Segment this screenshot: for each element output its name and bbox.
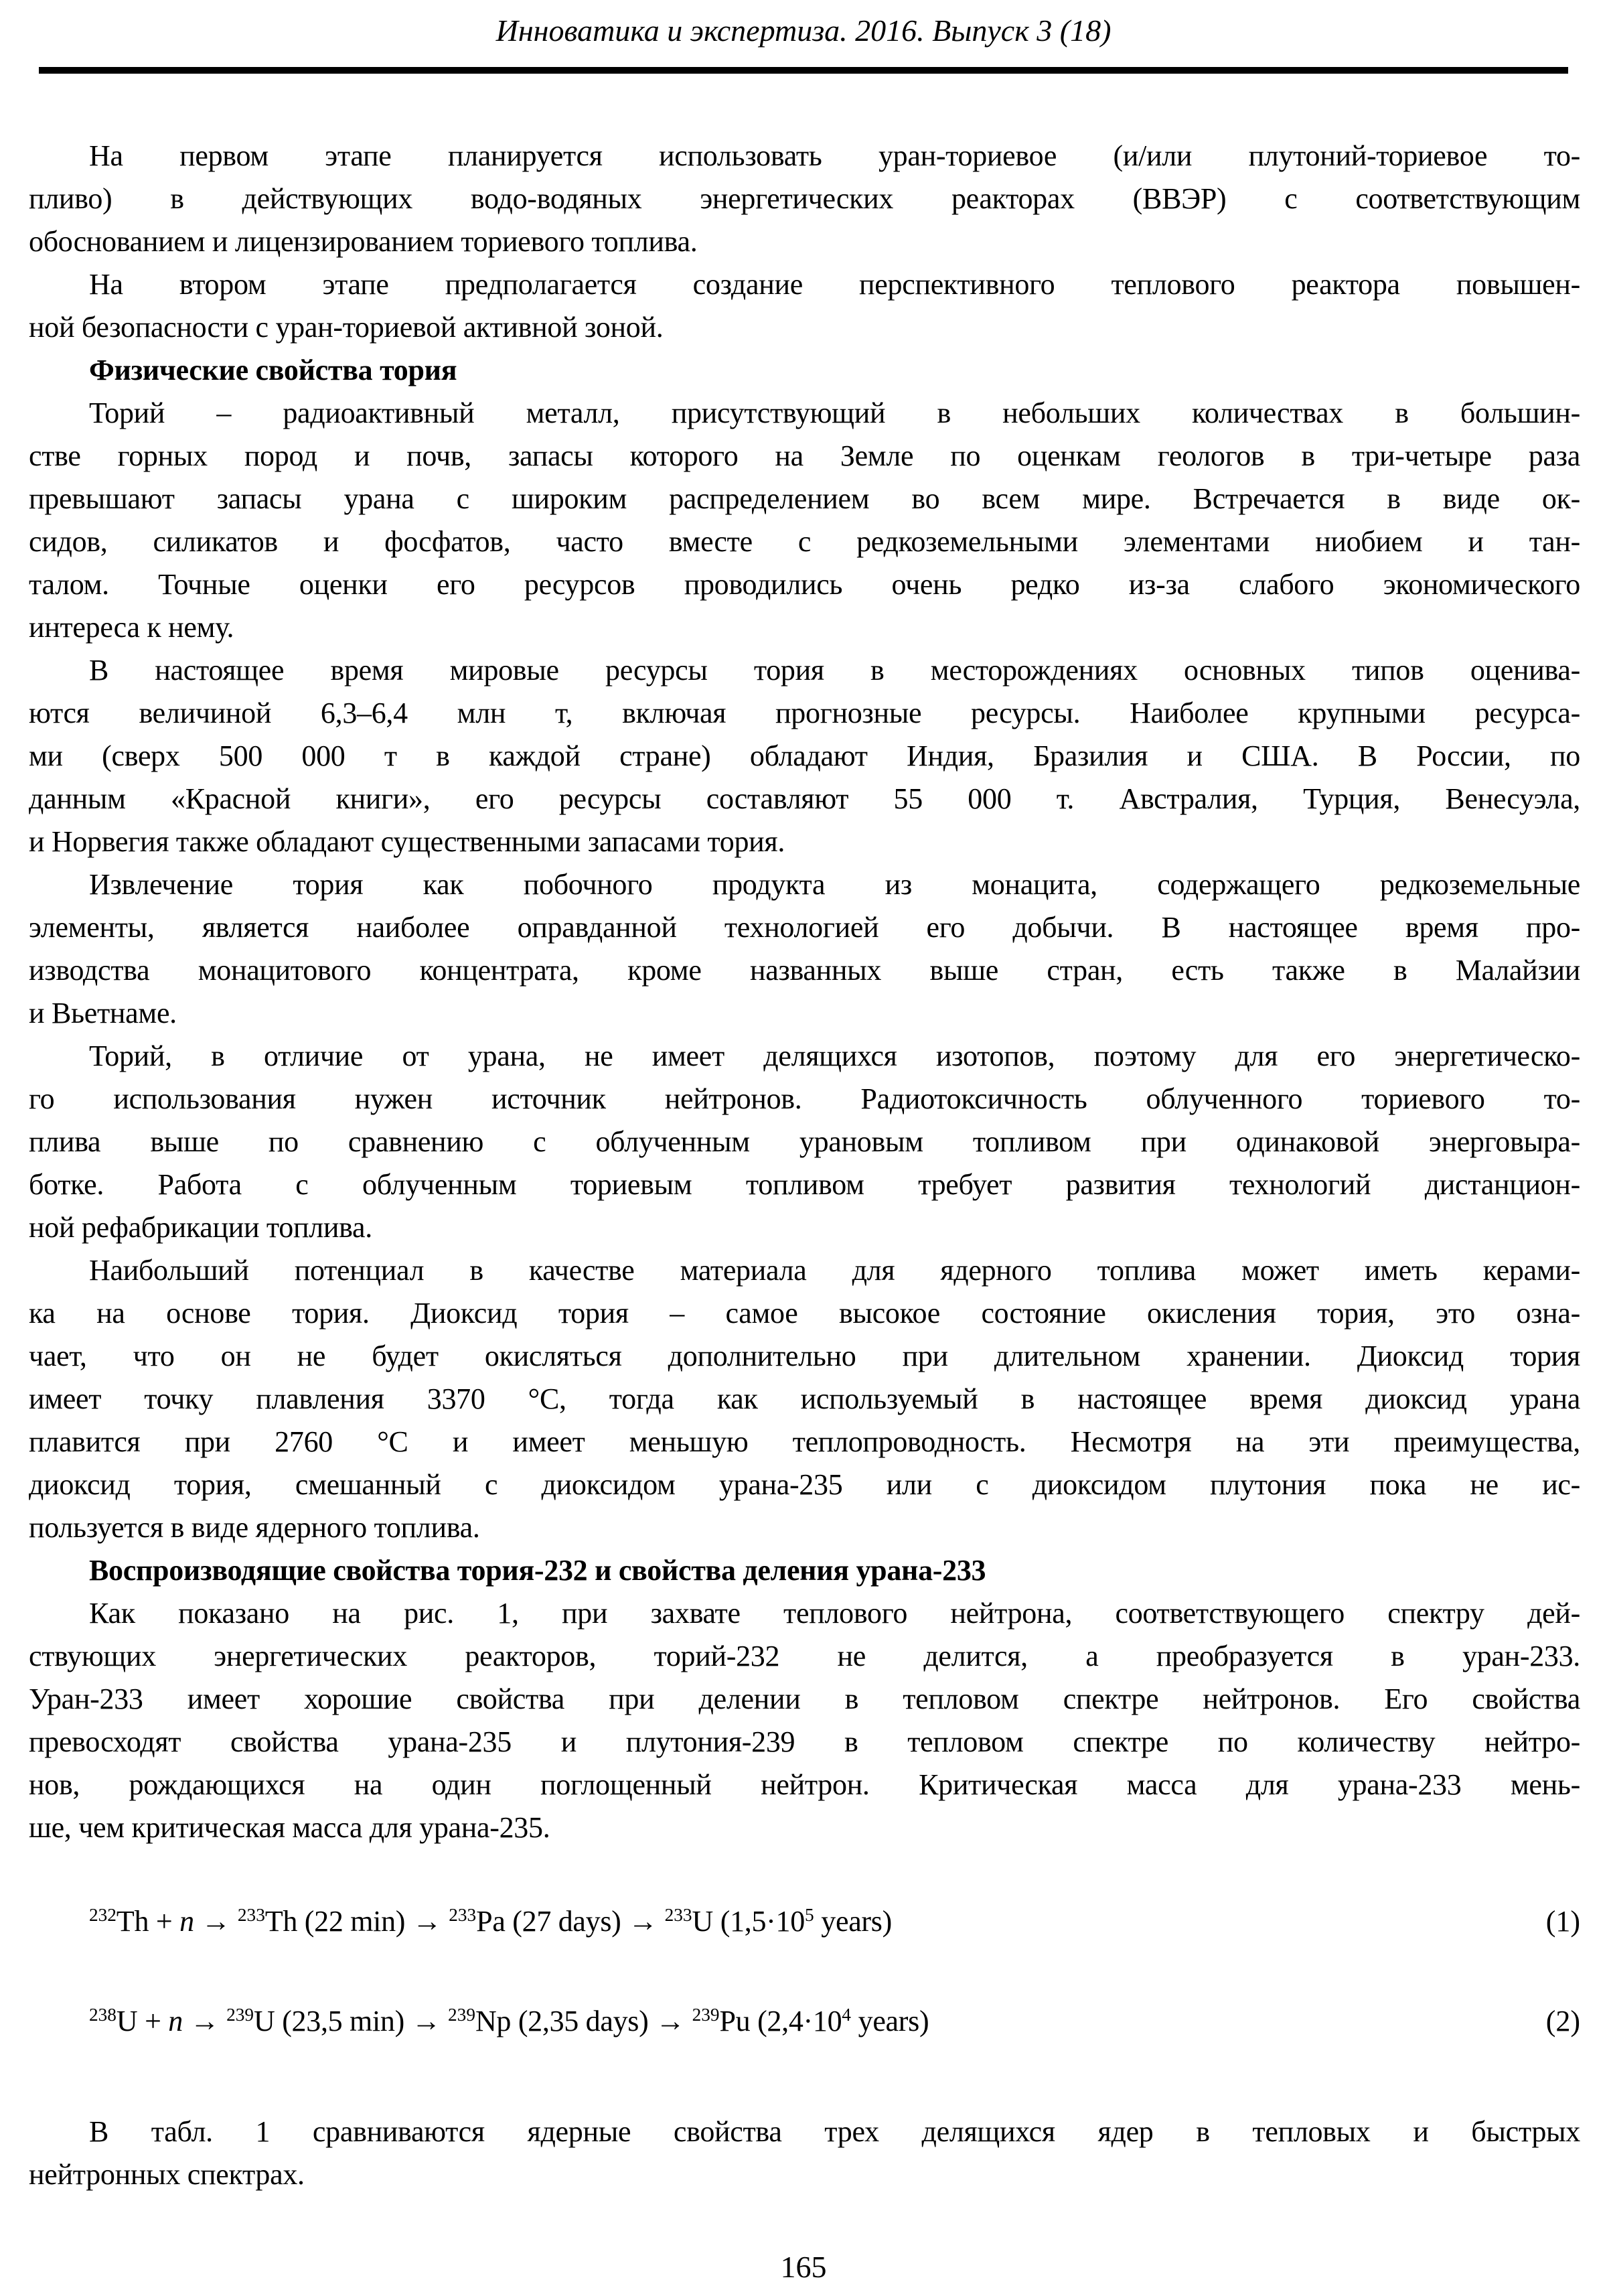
- equation-body: [89, 1900, 892, 1946]
- paragraph: [29, 1035, 1580, 1249]
- equation-text: Pa (27 days) →: [476, 1905, 665, 1938]
- text-line: пливо) в действующих водо-водяных энергетических реакторах (ВВЭР) с соответствующим: [29, 182, 1580, 215]
- journal-header-title: Инноватика и экспертиза. 2016. Выпуск 3 (18): [495, 13, 1112, 48]
- mass-number-superscript: 233: [237, 1905, 265, 1925]
- text-line: ной рефабрикации топлива.: [29, 1211, 372, 1244]
- text-line: ше, чем критическая масса для урана-235.: [29, 1811, 550, 1844]
- mass-number-superscript: 239: [692, 2005, 720, 2025]
- equation-text: Th (22 min) →: [264, 1905, 449, 1938]
- equation-text: years): [814, 1905, 892, 1938]
- text-line: Торий – радиоактивный металл, присутствующий в небольших количествах в большин-: [89, 397, 1580, 429]
- equation-text: n: [179, 1905, 194, 1938]
- text-line: ми (сверх 500 000 т в каждой стране) обладают Индия, Бразилия и США. В России, по: [29, 739, 1580, 772]
- text-line: обоснованием и лицензированием ториевого топлива.: [29, 225, 698, 258]
- text-line: В настоящее время мировые ресурсы тория в месторождениях основных типов оценива-: [89, 654, 1580, 687]
- mass-number-superscript: 232: [89, 1905, 117, 1925]
- text-line: превышают запасы урана с широким распределением во всем мире. Встречается в виде ок-: [29, 482, 1580, 515]
- equation-number: (2): [1545, 2005, 1580, 2037]
- mass-number-superscript: 233: [664, 1905, 692, 1925]
- paragraph: [29, 1592, 1580, 1849]
- text-line: В табл. 1 сравниваются ядерные свойства трех делящихся ядер в тепловых и быстрых: [89, 2115, 1580, 2148]
- header-rule: [39, 67, 1568, 74]
- text-line: плавится при 2760 °С и имеет меньшую теплопроводность. Несмотря на эти преимущества,: [29, 1425, 1580, 1458]
- text-line: нов, рождающихся на один поглощенный нейтрон. Критическая масса для урана-233 мень-: [29, 1768, 1580, 1801]
- mass-number-superscript: 239: [448, 2005, 475, 2025]
- text-line: ной безопасности с уран-ториевой активной зоной.: [29, 311, 664, 344]
- equation-text: U (23,5 min) →: [254, 2005, 449, 2037]
- text-line: диоксид тория, смешанный с диоксидом урана-235 или с диоксидом плутония пока не ис-: [29, 1468, 1580, 1501]
- equation-text: Th +: [116, 1905, 180, 1938]
- mass-number-superscript: 4: [842, 2005, 851, 2025]
- paragraph: [29, 263, 1580, 349]
- equation-text: →: [194, 1905, 238, 1938]
- equation-text: Np (2,35 days) →: [475, 2005, 692, 2037]
- section-heading: Физические свойства тория: [89, 354, 457, 386]
- text-line: На втором этапе предполагается создание перспективного теплового реактора повышен-: [89, 268, 1580, 301]
- text-line: пользуется в виде ядерного топлива.: [29, 1511, 480, 1544]
- text-line: ствующих энергетических реакторов, торий-232 не делится, а преобразуется в уран-233.: [29, 1640, 1580, 1672]
- paragraph: [29, 392, 1580, 649]
- text-line: Наибольший потенциал в качестве материала для ядерного топлива может иметь керами-: [89, 1254, 1580, 1287]
- text-line: элементы, является наиболее оправданной технологией его добычи. В настоящее время про-: [29, 911, 1580, 944]
- equation-text: U +: [116, 2005, 169, 2037]
- text-line: ка на основе тория. Диоксид тория – самое высокое состояние окисления тория, это озна-: [29, 1297, 1580, 1330]
- text-line: и Норвегия также обладают существенными запасами тория.: [29, 825, 785, 858]
- text-line: изводства монацитового концентрата, кроме названных выше стран, есть также в Малайзии: [29, 954, 1580, 987]
- text-line: На первом этапе планируется использовать уран-ториевое (и/или плутоний-ториевое то-: [89, 139, 1580, 172]
- paragraph: [29, 1249, 1580, 1549]
- text-line: нейтронных спектрах.: [29, 2158, 305, 2191]
- paragraph: [29, 2110, 1580, 2196]
- equation-text: years): [850, 2005, 929, 2037]
- equation-number: (1): [1545, 1905, 1580, 1938]
- equation-text: →: [183, 2005, 227, 2037]
- mass-number-superscript: 5: [804, 1905, 814, 1925]
- text-line: данным «Красной книги», его ресурсы составляют 55 000 т. Австралия, Турция, Венесуэла,: [29, 782, 1580, 815]
- mass-number-superscript: 233: [449, 1905, 477, 1925]
- text-line: талом. Точные оценки его ресурсов проводились очень редко из-за слабого экономического: [29, 568, 1580, 601]
- section-heading: Воспроизводящие свойства тория-232 и свойства деления урана-233: [89, 1554, 986, 1587]
- text-line: плива выше по сравнению с облученным урановым топливом при одинаковой энерговыра-: [29, 1125, 1580, 1158]
- paragraph: [29, 135, 1580, 263]
- equation-text: Pu (2,4·10: [719, 2005, 842, 2037]
- text-line: превосходят свойства урана-235 и плутония-239 в тепловом спектре по количеству нейтро-: [29, 1725, 1580, 1758]
- text-line: имеет точку плавления 3370 °С, тогда как используемый в настоящее время диоксид урана: [29, 1382, 1580, 1415]
- text-line: чает, что он не будет окисляться дополнительно при длительном хранении. Диоксид тория: [29, 1340, 1580, 1372]
- mass-number-superscript: 239: [226, 2005, 254, 2025]
- equation: [29, 2000, 1580, 2046]
- equation: [29, 1900, 1580, 1946]
- page-number: 165: [780, 2250, 827, 2284]
- paragraph: [29, 863, 1580, 1035]
- mass-number-superscript: 238: [89, 2005, 117, 2025]
- text-line: Торий, в отличие от урана, не имеет делящихся изотопов, поэтому для его энергетическо-: [89, 1039, 1580, 1072]
- text-line: Извлечение тория как побочного продукта из монацита, содержащего редкоземельные: [89, 868, 1580, 901]
- paragraph: [29, 649, 1580, 863]
- equation-text: n: [168, 2005, 183, 2037]
- equation-body: [89, 2000, 929, 2046]
- text-line: ются величиной 6,3–6,4 млн т, включая прогнозные ресурсы. Наиболее крупными ресурса-: [29, 697, 1580, 729]
- text-line: Как показано на рис. 1, при захвате теплового нейтрона, соответствующего спектру дей-: [89, 1597, 1580, 1630]
- text-line: и Вьетнаме.: [29, 997, 177, 1029]
- equation-text: U (1,5·10: [692, 1905, 805, 1938]
- text-line: стве горных пород и почв, запасы которого на Земле по оценкам геологов в три-четыре раза: [29, 439, 1580, 472]
- text-line: го использования нужен источник нейтронов. Радиотоксичность облученного ториевого то-: [29, 1082, 1580, 1115]
- text-line: интереса к нему.: [29, 611, 234, 644]
- text-line: ботке. Работа с облученным ториевым топливом требует развития технологий дистанцион-: [29, 1168, 1580, 1201]
- text-line: Уран-233 имеет хорошие свойства при делении в тепловом спектре нейтронов. Его свойства: [29, 1682, 1580, 1715]
- text-line: сидов, силикатов и фосфатов, часто вместе с редкоземельными элементами ниобием и тан-: [29, 525, 1580, 558]
- article-body: [29, 135, 1580, 2196]
